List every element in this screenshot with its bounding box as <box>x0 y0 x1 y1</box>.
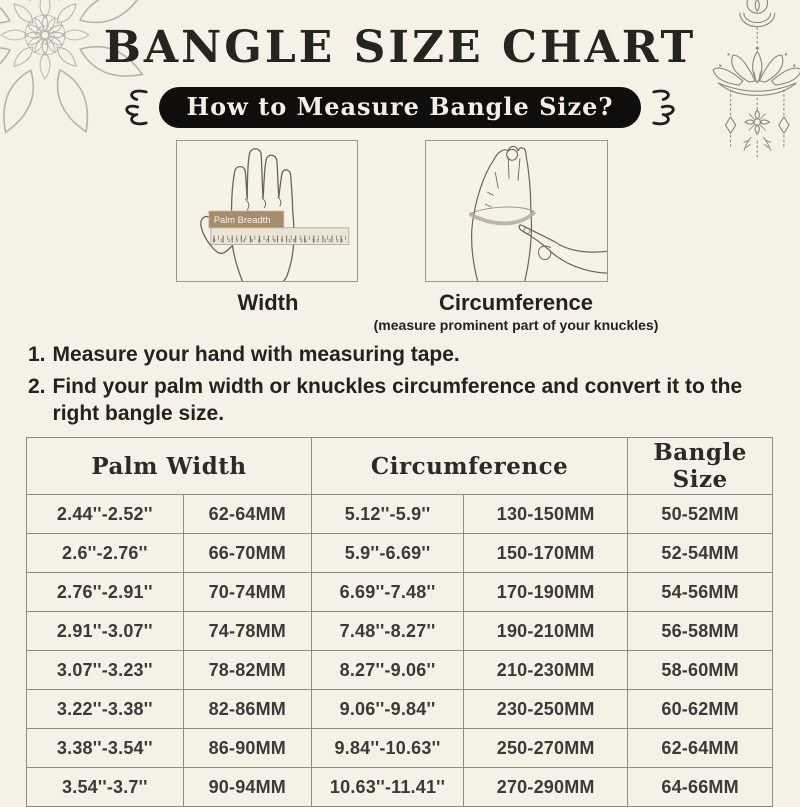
page-title: BANGLE SIZE CHART <box>103 22 697 73</box>
circumference-caption-note: (measure prominent part of your knuckles) <box>373 317 659 333</box>
header-bangle-size: Bangle Size <box>628 438 773 495</box>
instruction-step-1 <box>28 341 768 369</box>
table-cell: 62-64MM <box>628 729 773 768</box>
table-cell: 82-86MM <box>183 690 311 729</box>
table-row <box>27 768 773 807</box>
table-cell: 64-66MM <box>628 768 773 807</box>
table-header-row <box>27 438 773 495</box>
circumference-caption <box>374 290 659 333</box>
table-row <box>27 534 773 573</box>
table-cell: 150-170MM <box>464 534 628 573</box>
table-cell: 90-94MM <box>183 768 311 807</box>
table-cell: 78-82MM <box>183 651 311 690</box>
table-cell: 210-230MM <box>464 651 628 690</box>
table-cell: 3.22''-3.38'' <box>27 690 184 729</box>
header-circumference: Circumference <box>311 438 627 495</box>
width-illustration <box>176 140 358 282</box>
table-cell: 10.63''-11.41'' <box>311 768 463 807</box>
table-row <box>27 690 773 729</box>
circumference-illustration <box>425 140 608 282</box>
table-cell: 56-58MM <box>628 612 773 651</box>
subtitle-row <box>0 86 800 128</box>
table-cell: 54-56MM <box>628 573 773 612</box>
table-cell: 3.07''-3.23'' <box>27 651 184 690</box>
table-cell: 70-74MM <box>183 573 311 612</box>
table-cell: 5.9''-6.69'' <box>311 534 463 573</box>
table-row <box>27 573 773 612</box>
table-row <box>27 729 773 768</box>
table-row <box>27 495 773 534</box>
bangle-size-table <box>26 437 773 807</box>
instruction-step-2 <box>28 373 768 428</box>
table-cell: 6.69''-7.48'' <box>311 573 463 612</box>
table-cell: 86-90MM <box>183 729 311 768</box>
table-row <box>27 651 773 690</box>
ruler-numbers: 0 1 2 3 4 5 6 7 8 9 10 11 12 13 14 <box>212 239 343 245</box>
table-cell: 2.44''-2.52'' <box>27 495 184 534</box>
table-cell: 52-54MM <box>628 534 773 573</box>
header-palm-width: Palm Width <box>27 438 312 495</box>
table-cell: 2.6''-2.76'' <box>27 534 184 573</box>
circumference-caption-label: Circumference <box>438 290 594 315</box>
table-cell: 170-190MM <box>464 573 628 612</box>
instruction-text: Find your palm width or knuckles circumference and convert it to the right bangle size. <box>52 374 743 426</box>
table-cell: 270-290MM <box>464 768 628 807</box>
palm-breadth-label: Palm Breadth <box>213 214 271 225</box>
hand-with-ruler-icon <box>177 141 357 281</box>
table-cell: 3.38''-3.54'' <box>27 729 184 768</box>
table-cell: 2.91''-3.07'' <box>27 612 184 651</box>
instructions <box>28 341 768 432</box>
hand-measuring-knuckles-icon <box>426 141 607 281</box>
instruction-number: 2. <box>28 374 46 398</box>
table-cell: 3.54''-3.7'' <box>27 768 184 807</box>
table-cell: 130-150MM <box>464 495 628 534</box>
table-cell: 60-62MM <box>628 690 773 729</box>
table-cell: 250-270MM <box>464 729 628 768</box>
table-cell: 2.76''-2.91'' <box>27 573 184 612</box>
table-cell: 74-78MM <box>183 612 311 651</box>
size-table-body <box>27 495 773 807</box>
instruction-text: Measure your hand with measuring tape. <box>52 343 460 366</box>
width-caption <box>238 290 299 316</box>
table-cell: 58-60MM <box>628 651 773 690</box>
flourish-left-icon <box>117 86 149 128</box>
table-cell: 7.48''-8.27'' <box>311 612 463 651</box>
flourish-right-icon <box>651 86 683 128</box>
table-cell: 190-210MM <box>464 612 628 651</box>
instruction-number: 1. <box>28 343 46 366</box>
table-cell: 9.84''-10.63'' <box>311 729 463 768</box>
table-cell: 62-64MM <box>183 495 311 534</box>
table-cell: 5.12''-5.9'' <box>311 495 463 534</box>
table-row <box>27 612 773 651</box>
table-cell: 66-70MM <box>183 534 311 573</box>
table-cell: 50-52MM <box>628 495 773 534</box>
table-cell: 230-250MM <box>464 690 628 729</box>
table-cell: 9.06''-9.84'' <box>311 690 463 729</box>
width-caption-label: Width <box>237 290 299 315</box>
table-cell: 8.27''-9.06'' <box>311 651 463 690</box>
subtitle-banner: How to Measure Bangle Size? <box>159 87 642 128</box>
